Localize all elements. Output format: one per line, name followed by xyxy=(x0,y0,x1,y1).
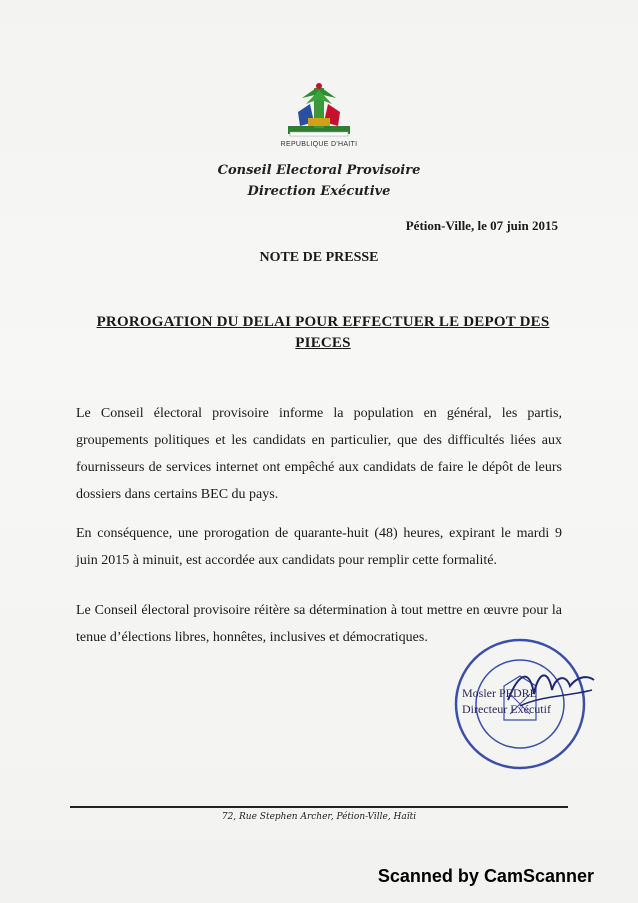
paragraph-1: Le Conseil électoral provisoire informe la population en général, les partis, groupements politiques et les candidats en particulier, que des difficultés liées aux fournisseurs de services internet ont empêché aux candidats de faire le dépôt de leurs dossiers dans certains BEC du pays. xyxy=(76,406,562,502)
scanner-watermark: Scanned by CamScanner xyxy=(377,866,594,886)
paragraph-3: Le Conseil électoral provisoire réitère sa détermination à tout mettre en œuvre pour la tenue d’élections libres, honnêtes, inclusives et démocratiques. xyxy=(76,603,562,645)
republic-label: REPUBLIQUE D'HAITI xyxy=(280,141,358,148)
paragraph-2: En conséquence, une prorogation de quarante-huit (48) heures, expirant le mardi 9 juin 2015 à minuit, est accordée aux candidats pour remplir cette formalité. xyxy=(76,526,562,568)
footer-divider xyxy=(70,806,568,808)
document-type: NOTE DE PRESSE xyxy=(259,250,379,265)
dateline: Pétion-Ville, le 07 juin 2015 xyxy=(405,218,558,233)
organization-name: Conseil Electoral Provisoire xyxy=(217,163,421,178)
signatory-name: Mosler PEDRE xyxy=(462,686,537,700)
footer-address: 72, Rue Stephen Archer, Pétion-Ville, Haïti xyxy=(221,812,417,822)
press-release-title: PROROGATION DU DELAI POUR EFFECTUER LE DEPOT DES PIECES xyxy=(96,314,550,351)
organization-division: Direction Exécutive xyxy=(247,184,391,199)
signatory-title: Directeur Exécutif xyxy=(462,702,551,716)
coat-of-arms-icon xyxy=(280,82,358,140)
